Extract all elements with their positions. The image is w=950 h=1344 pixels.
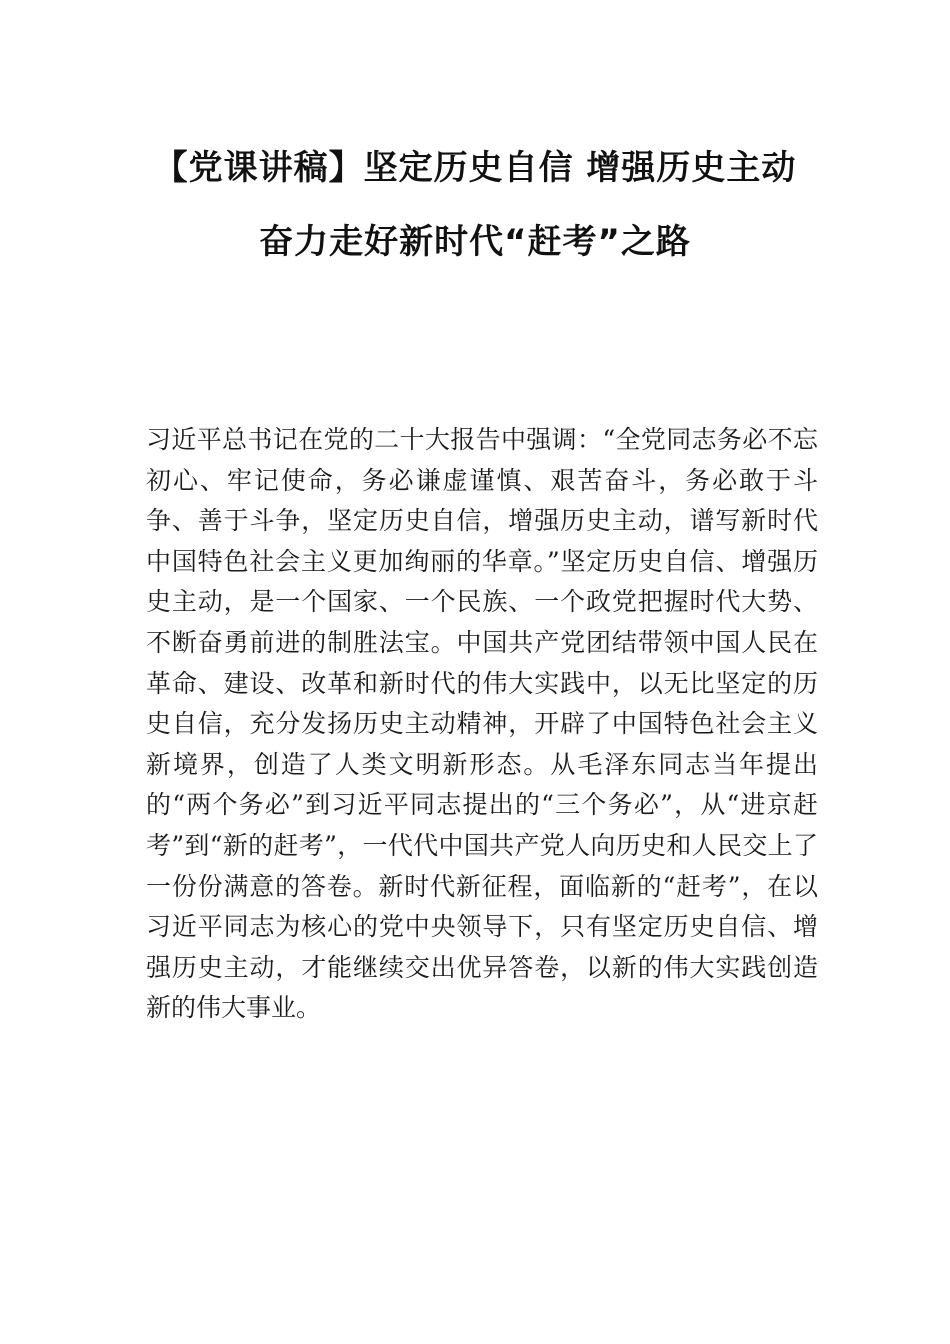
document-title — [0, 148, 950, 262]
body-paragraph: 习近平总书记在党的二十大报告中强调：“全党同志务必不忘初心、牢记使命，务必谦虚谨慎、艰苦奋斗，务必敢于斗争、善于斗争，坚定历史自信，增强历史主动，谱写新时代中国特色社会主义更加绚丽的华章。”坚定历史自信、增强历史主动，是一个国家、一个民族、一个政党把握时代大势、不断奋勇前进的制胜法宝。中国共产党团结带领中国人民在革命、建设、改革和新时代的伟大实践中，以无比坚定的历史自信，充分发扬历史主动精神，开辟了中国特色社会主义新境界，创造了人类文明新形态。从毛泽东同志当年提出的“两个务必”到习近平同志提出的“三个务必”，从“进京赶考”到“新的赶考”，一代代中国共产党人向历史和人民交上了一份份满意的答卷。新时代新征程，面临新的“赶考”，在以习近平同志为核心的党中央领导下，只有坚定历史自信、增强历史主动，才能继续交出优异答卷，以新的伟大实践创造新的伟大事业。 — [146, 425, 818, 1023]
title-line-1: 【党课讲稿】坚定历史自信 增强历史主动 — [153, 148, 797, 188]
title-line-2: 奋力走好新时代“赶考”之路 — [259, 222, 691, 262]
